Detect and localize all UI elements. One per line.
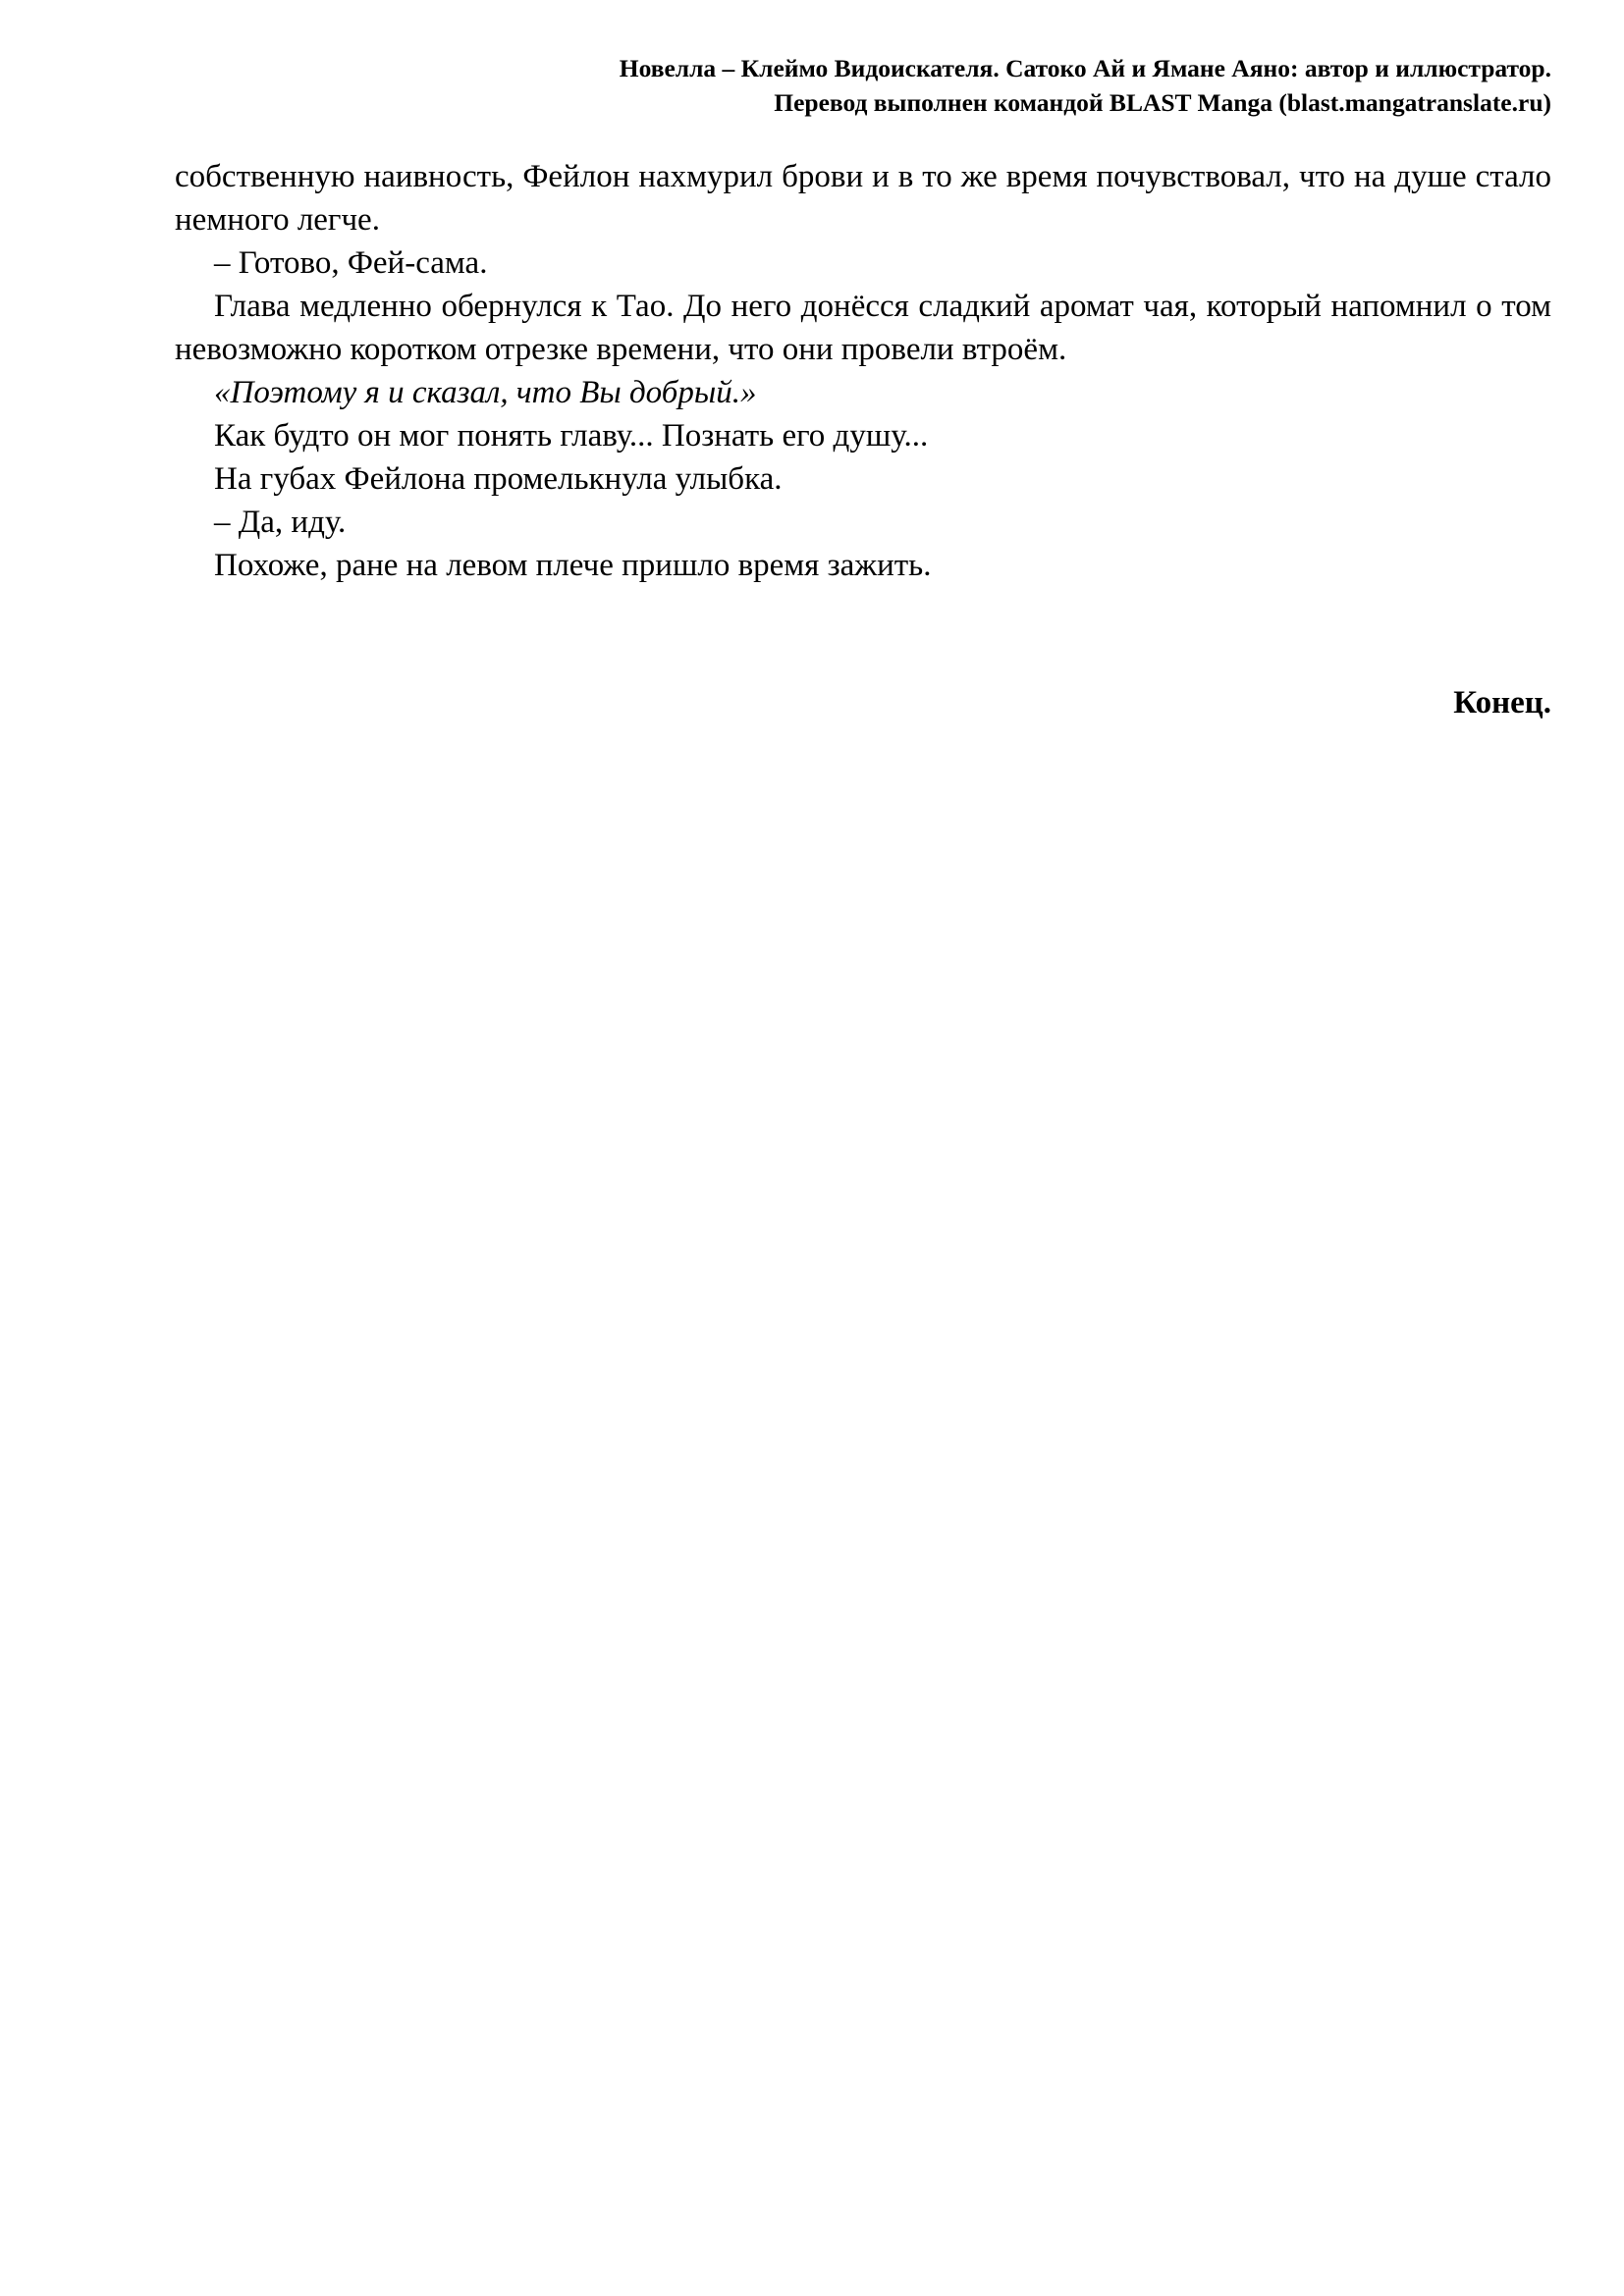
header-title-line: Новелла – Клеймо Видоискателя. Сатоко Ай и Ямане Аяно: автор и иллюстратор.: [619, 54, 1551, 82]
paragraph: На губах Фейлона промелькнула улыбка.: [214, 461, 783, 497]
paragraph: Похоже, ране на левом плече пришло время зажить.: [214, 548, 932, 583]
paragraph: «Поэтому я и сказал, что Вы добрый.»: [214, 375, 757, 410]
ending-label: Конец.: [1453, 685, 1551, 721]
paragraph: Глава медленно обернулся к Тао. До него донёсся сладкий аромат чая, который напомнил о том невозможно коротком отрезке времени, что они провели втроём.: [175, 289, 1551, 367]
paragraph: Как будто он мог понять главу... Познать его душу...: [214, 418, 929, 454]
paragraph: – Готово, Фей-сама.: [214, 245, 488, 281]
paragraph: – Да, иду.: [214, 505, 347, 540]
page-header: [373, 51, 1551, 120]
header-credits-line: Перевод выполнен командой BLAST Manga (blast.mangatranslate.ru): [774, 88, 1551, 117]
body-text: [175, 155, 1551, 587]
paragraph: собственную наивность, Фейлон нахмурил брови и в то же время почувствовал, что на душе стало немного легче.: [175, 159, 1551, 238]
